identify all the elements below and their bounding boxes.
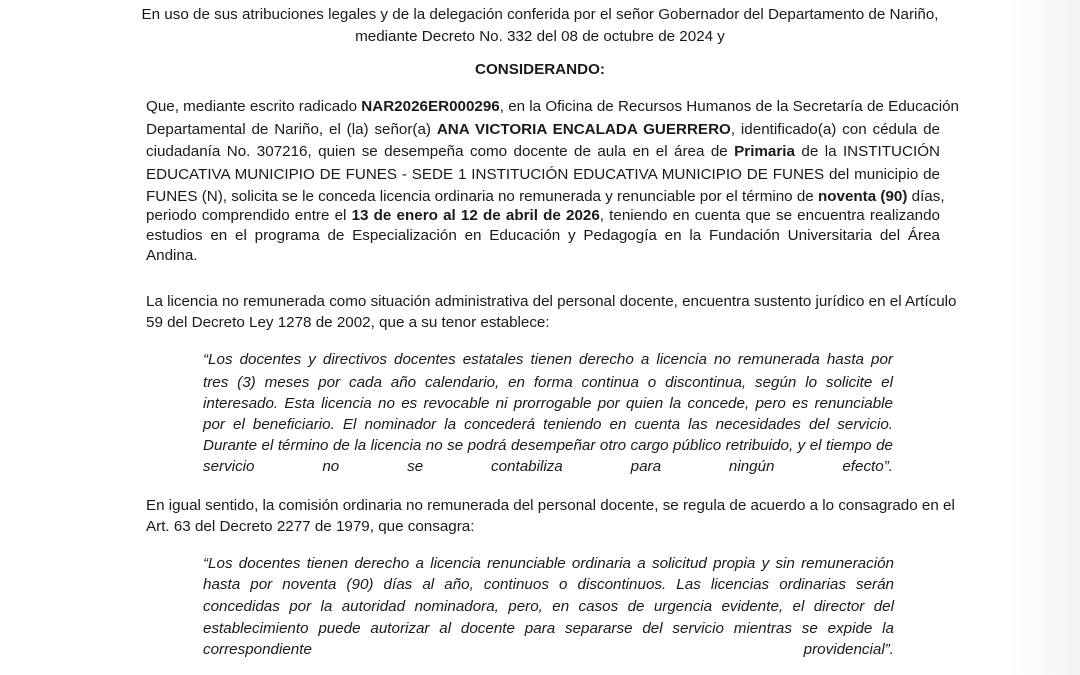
p2-line-1: La licencia no remunerada como situación administrativa del personal docente, encuentra sustento jurídico en el Artículo xyxy=(146,293,957,310)
intro-line-2: mediante Decreto No. 332 del 08 de octubre de 2024 y xyxy=(355,28,725,45)
p3-line-2: Art. 63 del Decreto 2277 de 1979, que consagra: xyxy=(146,518,475,535)
q2-line-4: establecimiento puede autorizar al docente para separarse del servicio mientras se expide la xyxy=(203,620,894,637)
p2-line-2: 59 del Decreto Ley 1278 de 2002, que a su tenor establece: xyxy=(146,314,550,331)
p3-line-1: En igual sentido, la comisión ordinaria no remunerada del personal docente, se regula de acuerdo a lo consagrado en el xyxy=(146,497,955,514)
q2-line-5: correspondiente providencial”. xyxy=(203,641,894,658)
p1-line-1: Que, mediante escrito radicado NAR2026ER000296, en la Oficina de Recursos Humanos de la Secretaría de Educación xyxy=(146,98,960,115)
p1-line-5: FUNES (N), solicita se le conceda licencia ordinaria no remunerada y renunciable por el término de noventa (90) días, xyxy=(146,188,945,205)
considerando-heading: CONSIDERANDO: xyxy=(475,61,605,78)
q2-line-2: hasta por noventa (90) días al año, continuos o discontinuos. Las licencias ordinarias serán xyxy=(203,576,894,593)
p1-line-8: Andina. xyxy=(146,247,198,264)
p1-line-7: estudios en el programa de Especialización en Educación y Pedagogía en la Fundación Universitaria del Área xyxy=(146,227,940,244)
q1-line-3: interesado. Esta licencia no es revocable ni prorrogable por quien la concede, pero es renunciable xyxy=(203,395,893,412)
q1-line-5: Durante el término de la licencia no se podrá desempeñar otro cargo público retribuido, y el tiempo de xyxy=(203,437,893,454)
q2-line-1: “Los docentes tienen derecho a licencia renunciable ordinaria a solicitud propia y sin remuneración xyxy=(203,555,894,572)
q1-line-2: tres (3) meses por cada año calendario, en forma continua o discontinua, según lo solicite el xyxy=(203,374,893,391)
p1-line-3: ciudadanía No. 307216, quien se desempeña como docente de aula en el área de Primaria de la INSTITUCIÓN xyxy=(146,143,940,160)
p1-line-6: periodo comprendido entre el 13 de enero al 12 de abril de 2026, teniendo en cuenta que se encuentra realizando xyxy=(146,207,940,224)
q2-line-3: concedidas por la autoridad nominadora, pero, en casos de urgencia evidente, el director del xyxy=(203,598,894,615)
p1-line-4: EDUCATIVA MUNICIPIO DE FUNES - SEDE 1 INSTITUCIÓN EDUCATIVA MUNICIPIO DE FUNES del municipio de xyxy=(146,166,940,183)
q1-line-1: “Los docentes y directivos docentes estatales tienen derecho a licencia no remunerada hasta por xyxy=(203,351,893,368)
q1-line-6: servicio no se contabiliza para ningún efecto”. xyxy=(203,458,893,475)
q1-line-4: por el beneficiario. El nominador la concederá teniendo en cuenta las necesidades del servicio. xyxy=(203,416,893,433)
p1-line-2: Departamental de Nariño, el (la) señor(a) ANA VICTORIA ENCALADA GUERRERO, identificado(a) con cédula de xyxy=(146,121,940,138)
scan-shadow xyxy=(1010,0,1080,675)
intro-line-1: En uso de sus atribuciones legales y de la delegación conferida por el señor Gobernador del Departamento de Nariño, xyxy=(141,6,939,23)
